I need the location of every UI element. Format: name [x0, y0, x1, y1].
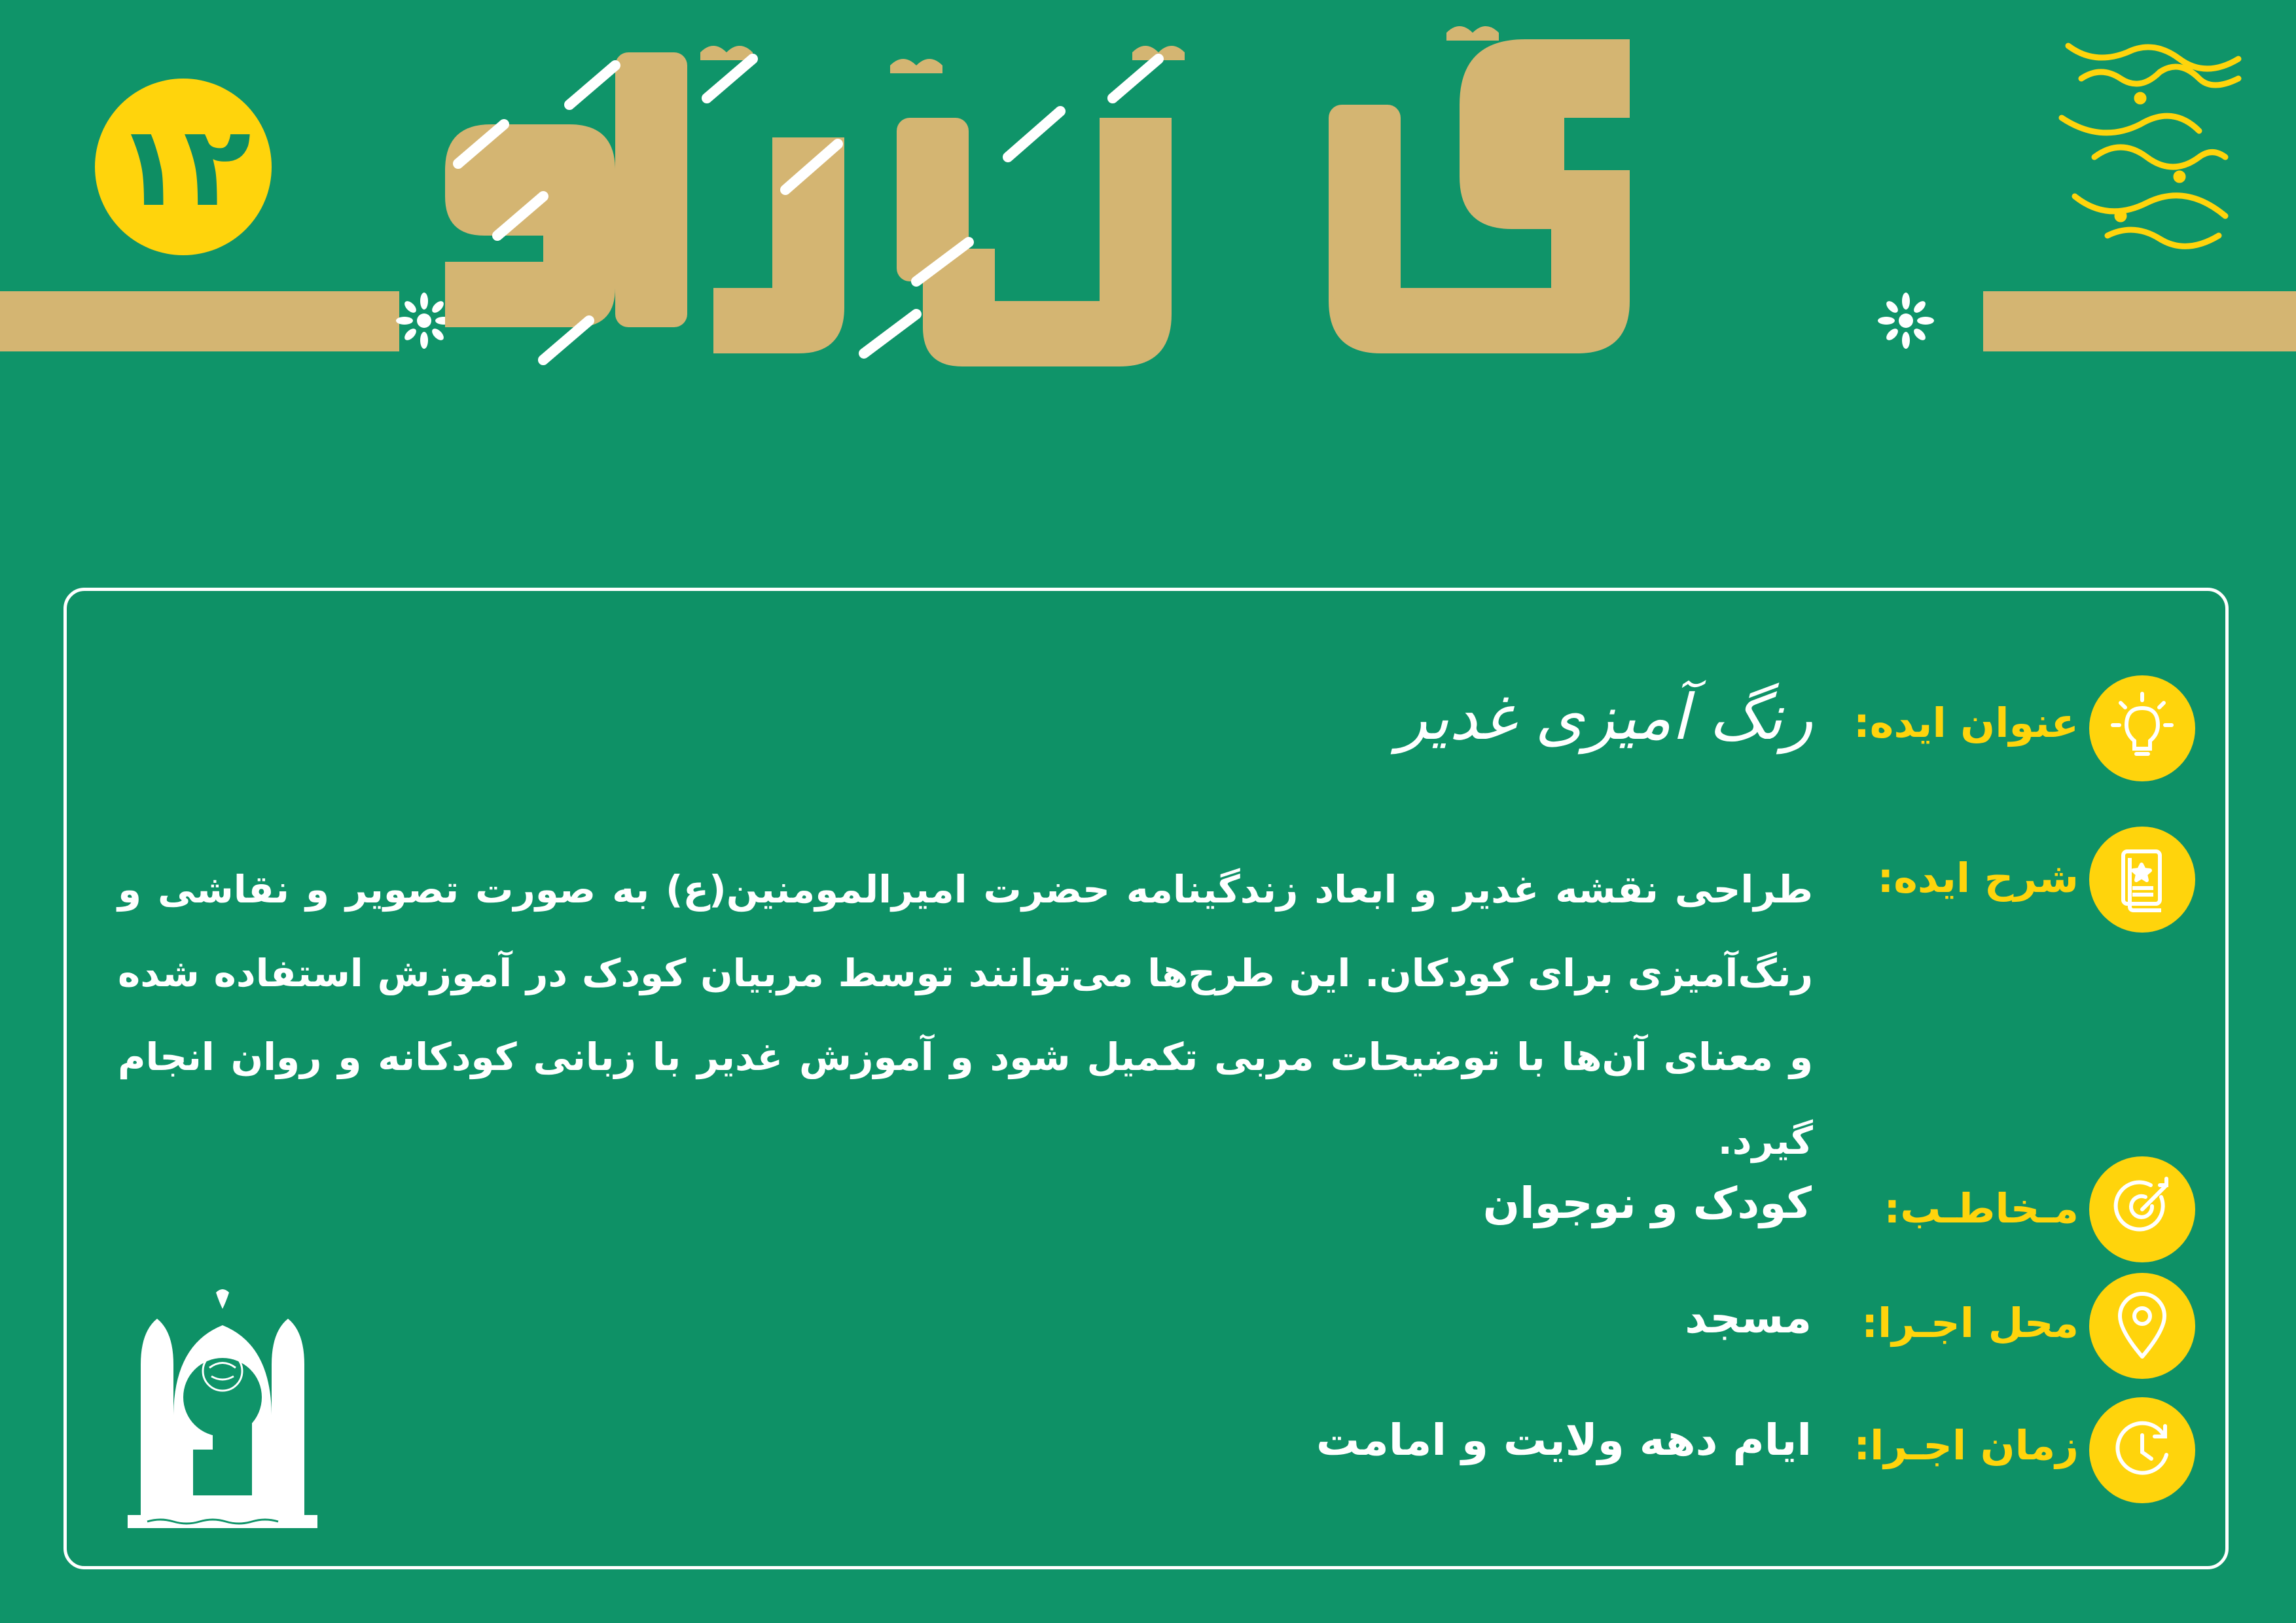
idea-description-text: طراحی نقشه غدیر و ابعاد زندگینامه حضرت امیرالمومنین(ع) به صورت تصویر و نقاشی و رنگ‌آمیزی برای کودکان. این طرح‌ها می‌توانند توسط مربیان کودک در آموزش استفاده شده و معنای آن‌ها با توضیحات مربی تکمیل شود و آموزش غدیر با زبانی کودکانه و روان انجام گیرد.	[118, 867, 1813, 1163]
title-calligraphy-logo	[419, 26, 1898, 393]
target-icon	[2089, 1156, 2195, 1262]
issue-number-badge: ۱۲	[95, 79, 272, 255]
location-label: محل اجـرا:	[1861, 1299, 2079, 1347]
document-icon	[2089, 827, 2195, 933]
time-label: زمان اجـرا:	[1854, 1421, 2079, 1469]
gold-band-right	[1983, 291, 2296, 351]
idea-description-label: شرح ایده:	[1877, 854, 2079, 902]
clock-icon	[2089, 1397, 2195, 1503]
location-pin-icon	[2089, 1273, 2195, 1379]
header-banner	[0, 0, 2296, 419]
audience-value: کودک و نوجوان	[1482, 1178, 1812, 1228]
idea-title-value: رنگ آمیزی غدیر	[1397, 681, 1813, 754]
location-value: مسجد	[1685, 1293, 1812, 1343]
audience-label: مـخاطـب:	[1884, 1185, 2079, 1232]
time-value: ایام دهه ولایت و امامت	[1316, 1415, 1812, 1465]
slogan-lettering-logo	[2042, 20, 2265, 268]
mosque-emblem-logo	[128, 1286, 317, 1528]
gold-band-left	[0, 291, 399, 351]
lightbulb-icon	[2089, 675, 2195, 781]
idea-title-label: عنوان ایده:	[1853, 699, 2079, 747]
